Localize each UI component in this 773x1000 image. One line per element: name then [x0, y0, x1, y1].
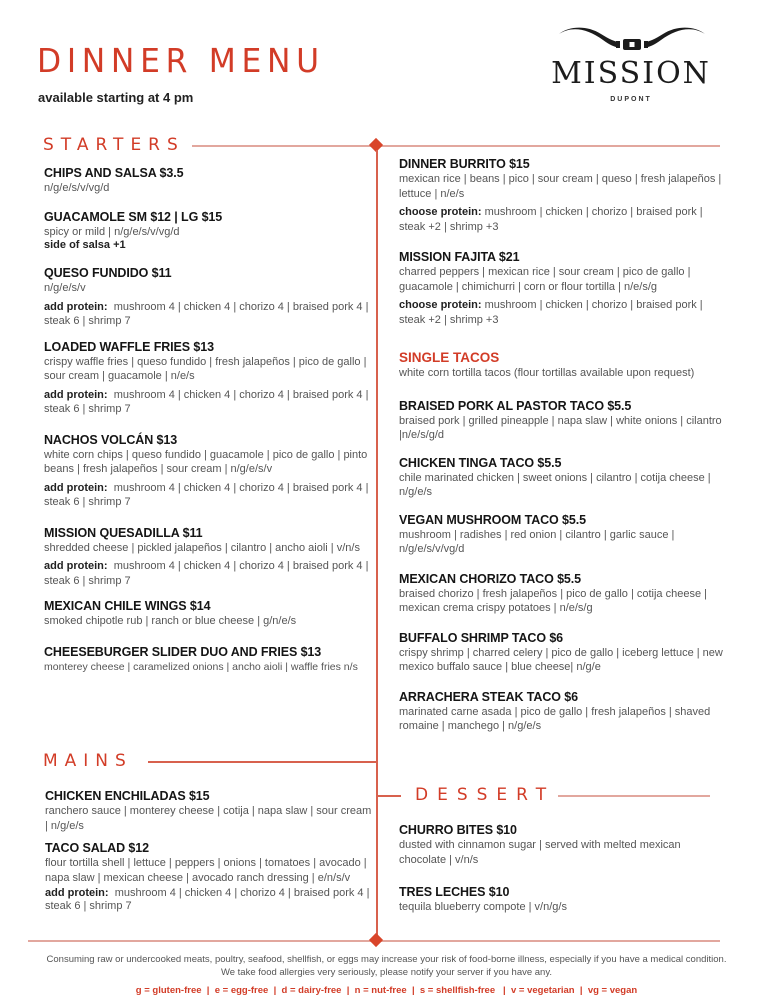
menu-item [399, 630, 729, 675]
protein-label: choose protein: [399, 206, 482, 218]
protein-label: add protein: [44, 481, 108, 494]
longhorn-icon [557, 26, 707, 56]
menu-item [399, 689, 729, 734]
item-name: TRES LECHES $10 [399, 885, 510, 899]
item-description: n/g/e/s/v/vg/d [44, 182, 110, 194]
right-column [399, 156, 729, 734]
protein-label: add protein: [44, 560, 108, 572]
protein-list: mushroom 4 | chicken 4 | chorizo 4 | braised pork 4 | steak 6 | shrimp 7 [44, 481, 369, 508]
protein-options [44, 481, 369, 510]
protein-list: mushroom 4 | chicken 4 | chorizo 4 | braised pork 4 | steak 6 | shrimp 7 [44, 388, 369, 415]
menu-item [45, 788, 375, 833]
item-name: QUESO FUNDIDO $11 [44, 266, 172, 280]
item-name: MEXICAN CHILE WINGS $14 [44, 599, 211, 613]
protein-label: add protein: [45, 887, 109, 899]
protein-label: add protein: [44, 388, 108, 401]
mains-divider [148, 761, 377, 763]
diamond-ornament-bottom [369, 933, 383, 947]
item-description: flour tortilla shell | lettuce | peppers | onions | tomatoes | avocado | napa slaw | mexican cheese | avocado ranch dressing | e/n/s/v [45, 857, 367, 884]
item-name: ARRACHERA STEAK TACO $6 [399, 689, 578, 704]
protein-list: mushroom | chicken | chorizo | braised pork | steak +2 | shrimp +3 [399, 206, 703, 233]
item-name: CHICKEN TINGA TACO $5.5 [399, 455, 562, 470]
logo-wordmark: MISSION [551, 56, 711, 91]
dietary-legend: g = gluten-free | e = egg-free | d = dairy-free | n = nut-free | s = shellfish-free | v = vegetarian | vg = vegan [135, 985, 638, 996]
protein-list: mushroom | chicken | chorizo | braised pork | steak +2 | shrimp +3 [399, 299, 703, 326]
item-description: tequila blueberry compote | v/n/g/s [399, 901, 567, 913]
dessert-divider-right [558, 795, 710, 797]
item-name: CHICKEN ENCHILADAS $15 [45, 789, 210, 803]
item-description: mushroom | radishes | red onion | cilantro | garlic sauce | n/g/e/s/v/vg/d [399, 528, 675, 555]
protein-options [44, 388, 369, 417]
item-name: MEXICAN CHORIZO TACO $5.5 [399, 571, 582, 586]
column-divider [376, 150, 378, 940]
menu-item [399, 571, 729, 616]
protein-label: add protein: [44, 300, 108, 313]
menu-item [44, 265, 369, 329]
item-name: MISSION FAJITA $21 [399, 250, 520, 264]
protein-label: choose protein: [399, 299, 482, 311]
item-name: CHEESEBURGER SLIDER DUO AND FRIES $13 [44, 644, 322, 659]
menu-item [44, 598, 369, 629]
menu-item [399, 512, 729, 557]
protein-list: mushroom 4 | chicken 4 | chorizo 4 | braised pork 4 | steak 6 | shrimp 7 [44, 560, 369, 587]
menu-item [399, 249, 729, 327]
starters-list [44, 165, 369, 674]
menu-item [399, 455, 729, 500]
dessert-list [399, 822, 729, 915]
item-name: MISSION QUESADILLA $11 [44, 525, 203, 540]
item-description: mexican rice | beans | pico | sour cream | queso | fresh jalapeños | lettuce | n/e/s [399, 173, 722, 200]
item-description: braised pork | grilled pineapple | napa slaw | white onions | cilantro |n/e/s/g/d [399, 414, 722, 441]
single-tacos-header [399, 349, 729, 381]
item-name: GUACAMOLE SM $12 | LG $15 [44, 209, 223, 224]
starters-divider [192, 145, 720, 147]
protein-options [399, 205, 729, 234]
item-description: spicy or mild | n/g/e/s/v/vg/d [44, 225, 180, 238]
dessert-divider-left [377, 795, 401, 797]
item-name: LOADED WAFFLE FRIES $13 [44, 339, 214, 354]
item-note: side of salsa +1 [44, 239, 126, 251]
section-title-starters: STARTERS [43, 135, 185, 155]
menu-item [399, 822, 729, 867]
item-description: chile marinated chicken | sweet onions | cilantro | cotija cheese | n/g/e/s [399, 471, 711, 498]
menu-item [399, 884, 729, 915]
item-description: dusted with cinnamon sugar | served with melted mexican chocolate | v/n/s [399, 839, 681, 866]
mains-list [45, 788, 375, 913]
item-name: BUFFALO SHRIMP TACO $6 [399, 630, 564, 645]
item-name: CHIPS AND SALSA $3.5 [44, 166, 184, 180]
menu-item [44, 165, 369, 196]
protein-list: mushroom 4 | chicken 4 | chorizo 4 | braised pork 4 | steak 6 | shrimp 7 [45, 887, 370, 912]
item-description: marinated carne asada | pico de gallo | fresh jalapeños | shaved romaine | manchego | n/g/e/s [399, 705, 711, 732]
item-description: braised chorizo | fresh jalapeños | pico de gallo | cotija cheese | mexican crema crispy potatoes | n/e/s/g [399, 587, 707, 614]
item-description: white corn chips | queso fundido | guacamole | pico de gallo | pinto beans | fresh jalapeños | sour cream | n/g/e/s/v [44, 448, 368, 475]
availability-note: available starting at 4 pm [38, 90, 194, 105]
item-description: crispy shrimp | charred celery | pico de gallo | iceberg lettuce | new mexico buffalo sauce | blue cheese| n/g/e [399, 646, 723, 673]
menu-item [399, 156, 729, 234]
item-name: CHURRO BITES $10 [399, 823, 517, 837]
restaurant-logo [545, 26, 717, 106]
item-description: monterey cheese | caramelized onions | ancho aioli | waffle fries n/s [44, 660, 358, 673]
item-name: NACHOS VOLCÁN $13 [44, 432, 178, 447]
menu-item [44, 525, 369, 589]
menu-item [44, 432, 369, 510]
section-title-mains: MAINS [43, 751, 133, 771]
item-description: n/g/e/s/v [44, 282, 86, 294]
item-description: crispy waffle fries | queso fundido | fresh jalapeños | pico de gallo | sour cream | guacamole | n/e/s [44, 355, 367, 382]
section-title-dessert: DESSERT [415, 785, 556, 805]
protein-list: mushroom 4 | chicken 4 | chorizo 4 | braised pork 4 | steak 6 | shrimp 7 [44, 300, 369, 327]
menu-item [399, 398, 729, 443]
item-name: DINNER BURRITO $15 [399, 157, 530, 171]
food-safety-disclaimer: Consuming raw or undercooked meats, poultry, seafood, shellfish, or eggs may increase your risk of food-borne illness, especially if you have a medical condition. We take food allergies very seriously, please notify your server if you have any. [46, 954, 727, 978]
protein-options [44, 300, 369, 329]
item-description: smoked chipotle rub | ranch or blue cheese | g/n/e/s [44, 615, 297, 627]
section-subtitle: white corn tortilla tacos (flour tortillas available upon request) [399, 367, 695, 379]
item-name: BRAISED PORK AL PASTOR TACO $5.5 [399, 398, 632, 413]
item-description: ranchero sauce | monterey cheese | cotija | napa slaw | sour cream | n/g/e/s [45, 805, 372, 832]
item-description: shredded cheese | pickled jalapeños | cilantro | ancho aioli | v/n/s [44, 541, 360, 554]
protein-options [399, 298, 729, 327]
item-name: VEGAN MUSHROOM TACO $5.5 [399, 512, 586, 527]
page-title: DINNER MENU [37, 41, 325, 80]
menu-item [45, 840, 375, 913]
logo-location: DUPONT [610, 96, 652, 103]
menu-item [44, 209, 369, 253]
section-title-single-tacos: SINGLE TACOS [399, 350, 500, 365]
protein-options [45, 887, 375, 913]
protein-options [44, 559, 369, 588]
menu-item [44, 339, 369, 417]
item-description: charred peppers | mexican rice | sour cream | pico de gallo | guacamole | chimichurri | corn or flour tortilla | n/e/s/g [399, 266, 691, 293]
menu-item [44, 644, 369, 675]
item-name: TACO SALAD $12 [45, 841, 149, 855]
